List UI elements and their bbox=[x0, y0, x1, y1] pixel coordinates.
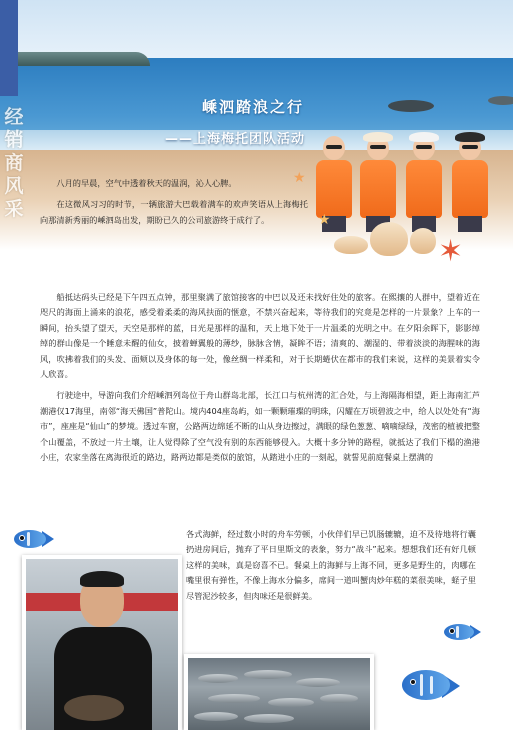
article-body-narrow bbox=[186, 527, 476, 610]
section-label-char: 商 bbox=[4, 152, 24, 174]
section-color-band bbox=[0, 0, 18, 96]
sea-rock bbox=[388, 100, 434, 112]
paragraph: 各式海鲜，经过数小时的舟车劳顿，小伙伴们早已饥肠辘辘，迫不及待地将行囊扔进房间后，抛弃了平日里斯文的表象，努力“战斗”起来。想想我们还有好几顿这样的美味，真是窃喜不已。餐桌上的海鲜与上海不同，更多是野生的，肉哪在嘴里很有弹性，不像上海水分偏多，席间一道叫蟹肉炒年糕的菜很美味，蛏子里尽管泥沙较多，但肉味还是很鲜美。 bbox=[186, 529, 476, 601]
section-label bbox=[3, 106, 25, 221]
shell-icon bbox=[410, 228, 436, 254]
paragraph: 八月的早晨，空气中透着秋天的温润，沁人心脾。 bbox=[56, 178, 237, 188]
starfish-icon: ✶ bbox=[438, 234, 464, 269]
shell-icon bbox=[334, 236, 368, 254]
fish-market-photo bbox=[184, 654, 374, 730]
section-label-char: 采 bbox=[4, 198, 24, 220]
section-label-char: 销 bbox=[4, 129, 24, 151]
starfish-icon: ★ bbox=[293, 170, 306, 186]
article-subtitle: ——上海梅托团队活动 bbox=[164, 132, 305, 147]
shell-icon bbox=[370, 222, 408, 256]
article-body-top bbox=[40, 176, 308, 234]
article-title: 嵊泗踏浪之行 bbox=[201, 98, 304, 116]
section-label-char: 经 bbox=[4, 106, 24, 128]
sea-rock-2 bbox=[488, 96, 513, 105]
fish-icon bbox=[14, 528, 54, 550]
paragraph: 行驶途中，导游向我们介绍嵊泗列岛位于舟山群岛北部，长江口与杭州湾的汇合处，与上海隔海相望，距上海南汇芦潮港仅17海里，南邻“海天佛国”普陀山。境内404座岛屿，如一颗颗璀璨的明珠，闪耀在万顷碧波之中，给人以处处有“海市”，座座是“仙山”的梦境。透过车窗，公路两边绵延不断的山从身边擦过，满眼的绿色葱葱、嘀嘀绿绿，茂密的植被把整个山覆盖，不放过一片土壤，让人觉得除了空气没有别的东西能够侵入。大概十多分钟的路程，就抵达了我们下榻的渔港小庄，农家坐落在离海很近的路边，路两边都是类似的旅馆，从踏进小庄的一刻起，就誓见前庭餐桌上摆满的 bbox=[40, 390, 480, 463]
market-man-photo bbox=[22, 555, 182, 730]
section-label-char: 风 bbox=[4, 175, 24, 197]
article-body bbox=[40, 290, 480, 471]
fish-icon bbox=[444, 622, 484, 644]
paragraph: 船抵达码头已经是下午四五点钟，那里聚满了旅馆接客的中巴以及还未找好住处的旅客。在熙攘的人群中，望着近在咫尺的海面上涌来的浪花，感受着柔柔的海风扶面的惬意，不禁兴奋起来，等待我们的究竟是怎样的一片景象？上车的一瞬间，抬头望了望天，天空是那样的蓝，日光是那样的温和，天上地下处于一片温柔的光明之中。在夕阳余晖下，影影绰绰的群山像是一个睡意未醒的仙女，披着蝉翼般的薄纱，脉脉含情，凝眸不语；清爽的、潮湿的、带着淡淡的海腥味的海风，吹拂着我们的头发、面颊以及身体的每一处，像丝绸一样柔和，对于长期蜷伏在都市的我们来说，这样的美景着实令人欣喜。 bbox=[40, 292, 480, 380]
distant-island bbox=[0, 52, 150, 66]
starfish-icon: ★ bbox=[318, 212, 331, 228]
fish-icon bbox=[402, 668, 462, 704]
paragraph: 在这微风习习的时节，一辆旅游大巴载着满车的欢声笑语从上海梅托向那清新秀丽的嵊泗岛出发，期盼已久的公司旅游终于成行了。 bbox=[40, 199, 308, 225]
